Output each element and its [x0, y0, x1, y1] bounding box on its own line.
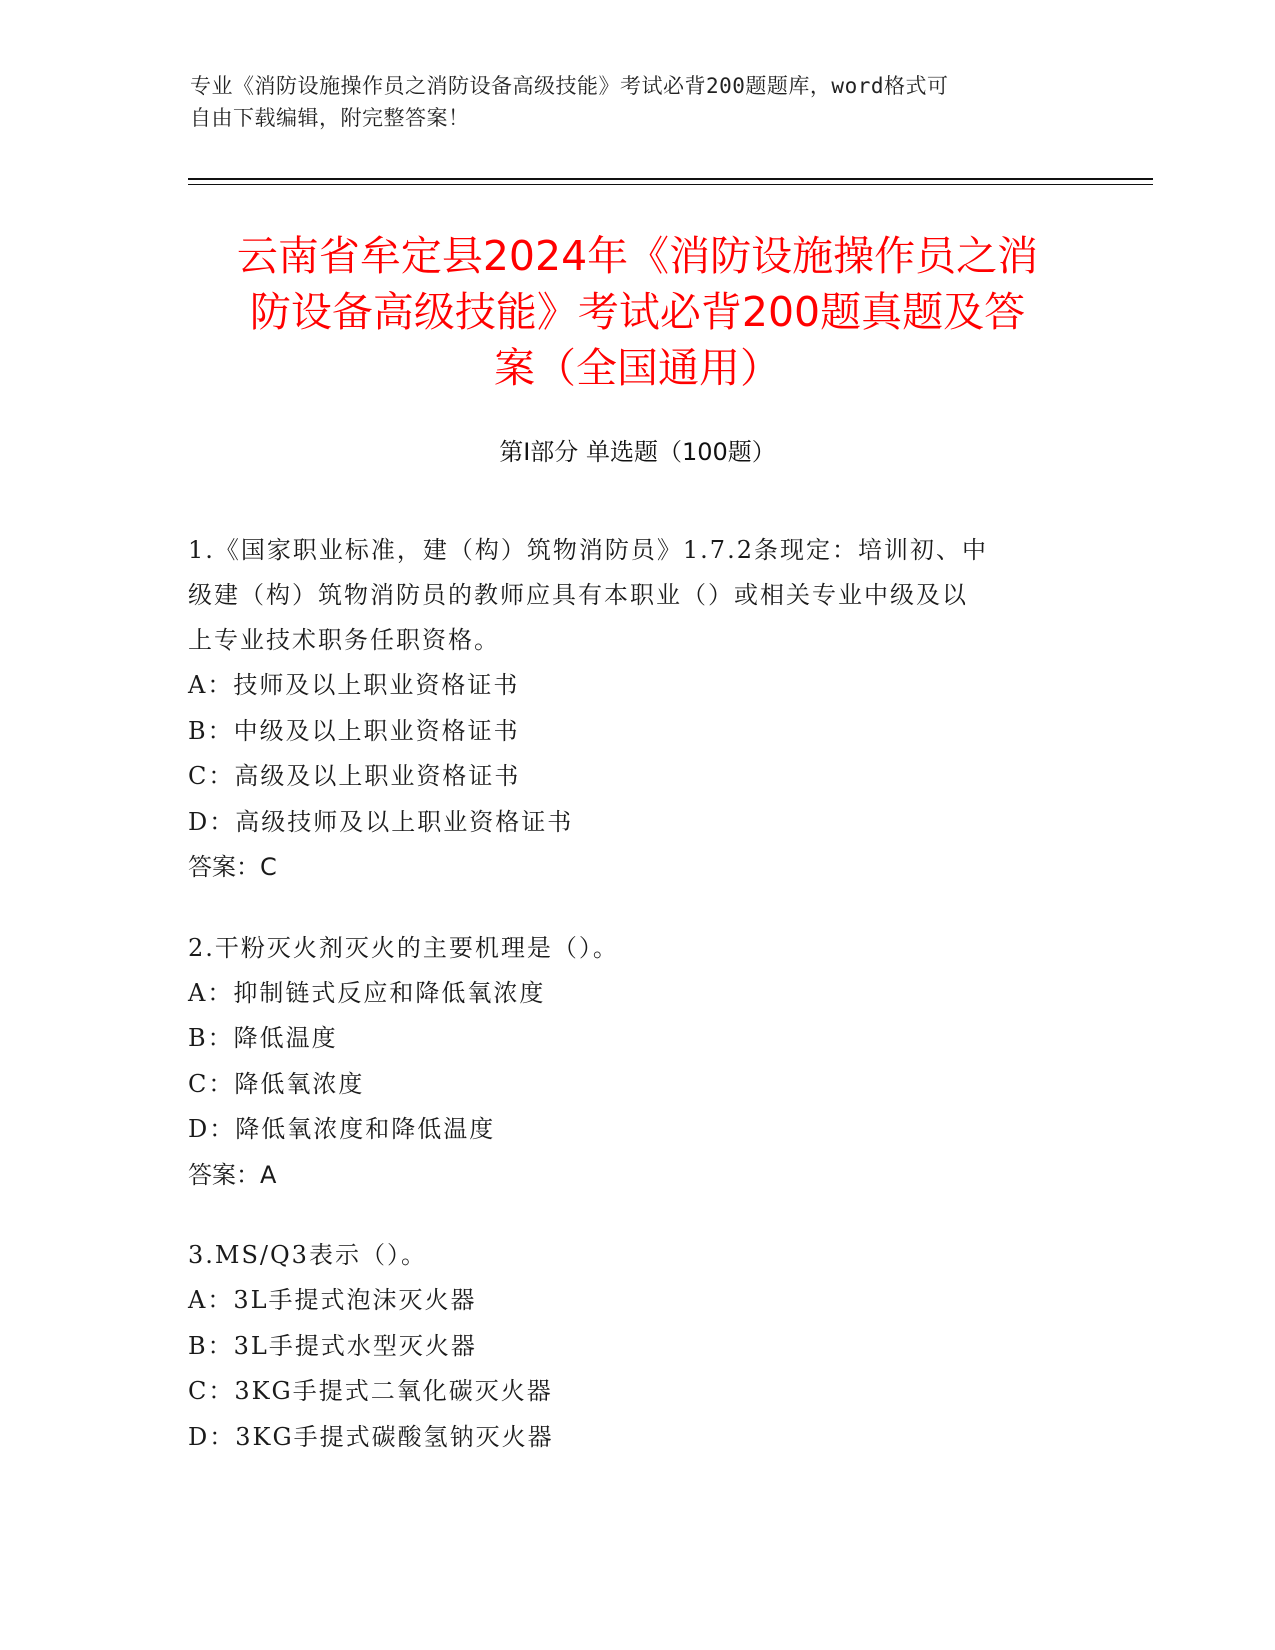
header-note: [190, 70, 1090, 134]
question-stem-line: 1.《国家职业标准，建（构）筑物消防员》1.7.2条现定：培训初、中: [188, 536, 988, 564]
question-2: [188, 926, 1088, 1199]
question-stem: [188, 528, 1088, 663]
option-c: C：3KG手提式二氧化碳灭火器: [188, 1377, 553, 1405]
header-note-line: 自由下载编辑，附完整答案！: [190, 106, 470, 130]
option-c: C：高级及以上职业资格证书: [188, 762, 521, 790]
question-stem: [188, 1233, 1088, 1278]
header-divider-thin: [188, 184, 1153, 185]
option-a: A：技师及以上职业资格证书: [188, 671, 520, 699]
question-stem-line: 上专业技术职务任职资格。: [188, 626, 500, 654]
answer: 答案：A: [188, 1160, 277, 1189]
title-line: 云南省牟定县2024年《消防设施操作员之消: [236, 232, 1039, 280]
answer: 答案：C: [188, 853, 277, 881]
option-b: B：3L手提式水型灭火器: [188, 1331, 477, 1360]
header-note-line: 专业《消防设施操作员之消防设备高级技能》考试必背200题题库，word格式可: [190, 74, 949, 98]
option-d: D：3KG手提式碳酸氢钠灭火器: [188, 1422, 554, 1451]
document-title: [160, 228, 1115, 396]
question-stem-line: 级建（构）筑物消防员的教师应具有本职业（）或相关专业中级及以: [188, 581, 968, 609]
header-divider-thick: [188, 178, 1153, 180]
question-list: [188, 528, 1088, 1495]
option-d: D：高级技师及以上职业资格证书: [188, 807, 574, 836]
question-3: [188, 1233, 1088, 1460]
question-stem-line: 2.干粉灭火剂灭火的主要机理是（）。: [188, 933, 619, 962]
option-c: C：降低氧浓度: [188, 1069, 365, 1098]
title-line: 案（全国通用）: [494, 344, 781, 392]
section-title: 第Ⅰ部分 单选题（100题）: [499, 438, 776, 466]
option-b: B：中级及以上职业资格证书: [188, 716, 520, 745]
option-b: B：降低温度: [188, 1024, 338, 1052]
option-d: D：降低氧浓度和降低温度: [188, 1115, 496, 1143]
question-stem: [188, 926, 1088, 971]
option-a: A：3L手提式泡沫灭火器: [188, 1286, 477, 1314]
option-a: A：抑制链式反应和降低氧浓度: [188, 978, 546, 1007]
title-line: 防设备高级技能》考试必背200题真题及答: [249, 288, 1026, 336]
question-stem-line: 3.MS/Q3表示（）。: [188, 1241, 427, 1269]
question-1: [188, 528, 1088, 891]
